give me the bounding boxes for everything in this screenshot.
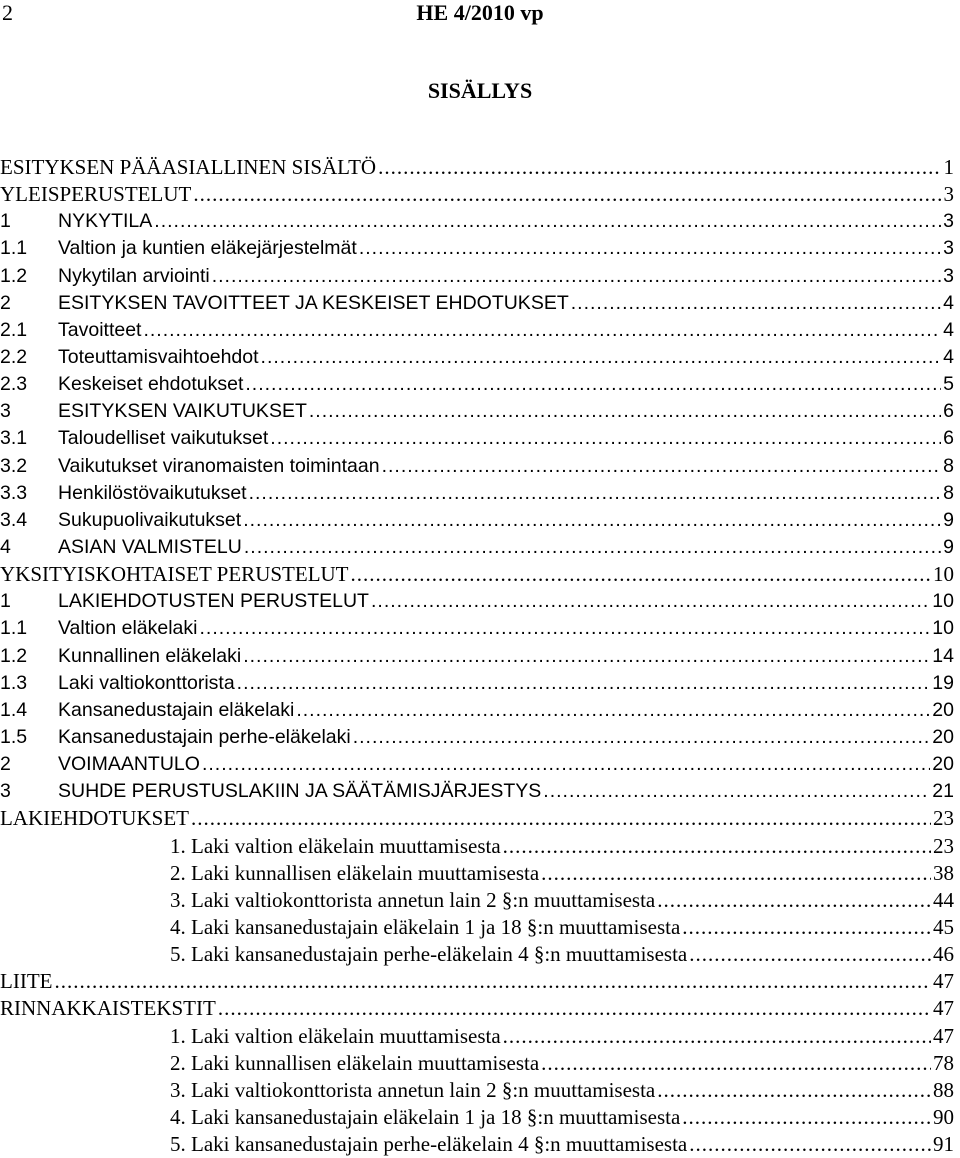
toc-entry-number: 2.2 bbox=[0, 345, 28, 368]
toc-entry-page: 20 bbox=[932, 725, 954, 748]
toc-entry-title: Keskeiset ehdotukset bbox=[58, 373, 244, 396]
dot-leader bbox=[689, 941, 931, 968]
toc-entry-page: 14 bbox=[932, 644, 954, 667]
toc-entry-page: 1 bbox=[943, 155, 954, 179]
toc-entry-title: ASIAN VALMISTELU bbox=[58, 535, 242, 558]
toc-entry-title: RINNAKKAISTEKSTIT bbox=[0, 996, 216, 1021]
toc-entry-page: 21 bbox=[932, 780, 954, 803]
dot-leader bbox=[351, 561, 931, 588]
toc-entry-page: 47 bbox=[933, 969, 954, 994]
dot-leader bbox=[309, 398, 941, 425]
toc-entry-number: 2.1 bbox=[0, 318, 28, 341]
toc-entry[interactable] bbox=[0, 833, 954, 860]
dot-leader bbox=[218, 995, 931, 1022]
toc-entry-title: 3. Laki valtiokonttorista annetun lain 2 §:n muuttamisesta bbox=[170, 887, 656, 912]
toc-entry[interactable] bbox=[0, 534, 954, 561]
toc-entry-page: 20 bbox=[932, 698, 954, 721]
toc-entry-page: 8 bbox=[943, 454, 954, 477]
dot-leader bbox=[382, 453, 942, 480]
table-of-contents bbox=[0, 154, 954, 1158]
toc-entry-page: 10 bbox=[932, 617, 954, 640]
toc-entry-number: 3.3 bbox=[0, 481, 28, 504]
toc-entry[interactable] bbox=[0, 968, 954, 995]
dot-leader bbox=[296, 697, 930, 724]
toc-entry-title: Tavoitteet bbox=[58, 318, 142, 341]
toc-entry[interactable] bbox=[0, 724, 954, 751]
toc-entry-number: 1 bbox=[0, 210, 11, 233]
toc-entry-page: 78 bbox=[933, 1050, 954, 1075]
toc-entry-number: 3 bbox=[0, 400, 11, 423]
dot-leader bbox=[54, 968, 931, 995]
toc-entry-page: 44 bbox=[933, 887, 954, 912]
toc-entry[interactable] bbox=[0, 208, 954, 235]
toc-entry-number: 3.1 bbox=[0, 427, 28, 450]
toc-entry[interactable] bbox=[0, 154, 954, 181]
dot-leader bbox=[371, 588, 930, 615]
dot-leader bbox=[657, 1077, 931, 1104]
dot-leader bbox=[154, 208, 941, 235]
dot-leader bbox=[237, 670, 931, 697]
toc-entry-number: 1.3 bbox=[0, 671, 28, 694]
toc-entry[interactable] bbox=[0, 1050, 954, 1077]
toc-entry-page: 4 bbox=[943, 345, 954, 368]
toc-entry-page: 4 bbox=[943, 291, 954, 314]
toc-entry-title: Valtion ja kuntien eläkejärjestelmät bbox=[58, 237, 357, 260]
toc-entry-page: 20 bbox=[932, 753, 954, 776]
toc-entry-page: 5 bbox=[943, 373, 954, 396]
toc-entry-number: 2 bbox=[0, 291, 11, 314]
page-header bbox=[0, 0, 960, 36]
dot-leader bbox=[212, 263, 941, 290]
dot-leader bbox=[199, 615, 930, 642]
dot-leader bbox=[243, 643, 930, 670]
toc-entry-page: 3 bbox=[943, 210, 954, 233]
toc-entry-title: Kansanedustajain perhe-eläkelaki bbox=[58, 725, 351, 748]
toc-entry-title: Henkilöstövaikutukset bbox=[58, 481, 247, 504]
toc-entry[interactable] bbox=[0, 941, 954, 968]
toc-entry-title: VOIMAANTULO bbox=[58, 753, 200, 776]
toc-entry-title: Vaikutukset viranomaisten toimintaan bbox=[58, 454, 380, 477]
toc-entry[interactable] bbox=[0, 914, 954, 941]
toc-entry-page: 46 bbox=[933, 942, 954, 967]
dot-leader bbox=[270, 425, 941, 452]
toc-entry-number: 3.2 bbox=[0, 454, 28, 477]
toc-entry-number: 1.5 bbox=[0, 725, 28, 748]
toc-entry-title: NYKYTILA bbox=[58, 210, 153, 233]
toc-entry-number: 1.1 bbox=[0, 617, 28, 640]
toc-entry-title: ESITYKSEN VAIKUTUKSET bbox=[58, 400, 307, 423]
toc-entry[interactable] bbox=[0, 235, 954, 262]
toc-entry-page: 23 bbox=[933, 806, 954, 831]
toc-entry-page: 90 bbox=[933, 1104, 954, 1129]
document-id: HE 4/2010 vp bbox=[416, 0, 544, 25]
toc-entry-number: 2 bbox=[0, 753, 11, 776]
toc-entry-number: 1.2 bbox=[0, 264, 28, 287]
toc-entry-page: 6 bbox=[943, 427, 954, 450]
toc-entry-title: 4. Laki kansanedustajain eläkelain 1 ja 18 §:n muuttamisesta bbox=[170, 914, 681, 939]
toc-entry-title: Nykytilan arviointi bbox=[58, 264, 210, 287]
toc-entry-title: 5. Laki kansanedustajain perhe-eläkelain 4 §:n muuttamisesta bbox=[170, 1132, 688, 1157]
dot-leader bbox=[249, 480, 942, 507]
dot-leader bbox=[541, 1050, 931, 1077]
toc-entry-page: 3 bbox=[943, 264, 954, 287]
toc-entry-page: 38 bbox=[933, 860, 954, 885]
toc-entry-title: 2. Laki kunnallisen eläkelain muuttamisesta bbox=[170, 1050, 540, 1075]
toc-entry[interactable] bbox=[0, 751, 954, 778]
dot-leader bbox=[359, 235, 941, 262]
toc-entry-title: SUHDE PERUSTUSLAKIIN JA SÄÄTÄMISJÄRJESTYS bbox=[58, 780, 542, 803]
toc-entry-number: 1.4 bbox=[0, 698, 28, 721]
toc-entry[interactable] bbox=[0, 480, 954, 507]
toc-entry[interactable] bbox=[0, 805, 954, 832]
toc-entry-title: Kansanedustajain eläkelaki bbox=[58, 698, 295, 721]
dot-leader bbox=[143, 317, 941, 344]
toc-entry-title: YKSITYISKOHTAISET PERUSTELUT bbox=[0, 562, 349, 587]
toc-entry-title: Sukupuolivaikutukset bbox=[58, 508, 242, 531]
toc-entry[interactable] bbox=[0, 697, 954, 724]
dot-leader bbox=[245, 371, 941, 398]
toc-entry-page: 9 bbox=[943, 508, 954, 531]
toc-entry-title: LIITE bbox=[0, 969, 53, 994]
toc-entry[interactable] bbox=[0, 398, 954, 425]
toc-entry[interactable] bbox=[0, 561, 954, 588]
toc-entry-title: 2. Laki kunnallisen eläkelain muuttamisesta bbox=[170, 860, 540, 885]
toc-entry-title: Taloudelliset vaikutukset bbox=[58, 427, 269, 450]
toc-entry[interactable] bbox=[0, 371, 954, 398]
dot-leader bbox=[202, 751, 930, 778]
toc-entry[interactable] bbox=[0, 615, 954, 642]
toc-entry[interactable] bbox=[0, 588, 954, 615]
dot-leader bbox=[193, 181, 941, 208]
toc-entry[interactable] bbox=[0, 425, 954, 452]
toc-entry-page: 10 bbox=[933, 562, 954, 587]
toc-entry-number: 2.3 bbox=[0, 373, 28, 396]
toc-entry[interactable] bbox=[0, 643, 954, 670]
toc-entry-page: 4 bbox=[943, 318, 954, 341]
toc-entry-page: 23 bbox=[933, 833, 954, 858]
dot-leader bbox=[543, 778, 930, 805]
toc-entry-page: 47 bbox=[933, 996, 954, 1021]
toc-entry[interactable] bbox=[0, 778, 954, 805]
toc-entry-number: 4 bbox=[0, 535, 11, 558]
toc-entry-title: LAKIEHDOTUSTEN PERUSTELUT bbox=[58, 590, 369, 613]
toc-entry-title: 5. Laki kansanedustajain perhe-eläkelain 4 §:n muuttamisesta bbox=[170, 942, 688, 967]
toc-entry-title: 3. Laki valtiokonttorista annetun lain 2 §:n muuttamisesta bbox=[170, 1077, 656, 1102]
toc-entry-title: ESITYKSEN PÄÄASIALLINEN SISÄLTÖ bbox=[0, 155, 377, 179]
dot-leader bbox=[689, 1131, 931, 1158]
toc-entry-title: YLEISPERUSTELUT bbox=[0, 182, 192, 207]
page-number: 2 bbox=[2, 0, 13, 25]
dot-leader bbox=[261, 344, 942, 371]
toc-entry-page: 8 bbox=[943, 481, 954, 504]
toc-entry[interactable] bbox=[0, 995, 954, 1022]
toc-entry-title: Laki valtiokonttorista bbox=[58, 671, 235, 694]
toc-entry-page: 88 bbox=[933, 1077, 954, 1102]
toc-entry-page: 6 bbox=[943, 400, 954, 423]
toc-entry-title: LAKIEHDOTUKSET bbox=[0, 806, 189, 831]
toc-entry[interactable] bbox=[0, 317, 954, 344]
toc-entry-number: 1 bbox=[0, 590, 11, 613]
toc-entry-number: 1.1 bbox=[0, 237, 28, 260]
toc-entry-number: 1.2 bbox=[0, 644, 28, 667]
toc-entry[interactable] bbox=[0, 507, 954, 534]
toc-entry[interactable] bbox=[0, 290, 954, 317]
toc-entry-number: 3 bbox=[0, 780, 11, 803]
toc-entry-page: 47 bbox=[933, 1023, 954, 1048]
toc-entry[interactable] bbox=[0, 1077, 954, 1104]
toc-entry-page: 45 bbox=[933, 914, 954, 939]
dot-leader bbox=[353, 724, 931, 751]
dot-leader bbox=[657, 887, 931, 914]
toc-entry-title: 1. Laki valtion eläkelain muuttamisesta bbox=[170, 833, 501, 858]
toc-entry-page: 10 bbox=[932, 590, 954, 613]
dot-leader bbox=[191, 805, 931, 832]
toc-entry-title: 4. Laki kansanedustajain eläkelain 1 ja 18 §:n muuttamisesta bbox=[170, 1104, 681, 1129]
toc-entry-title: ESITYKSEN TAVOITTEET JA KESKEISET EHDOTUKSET bbox=[58, 291, 569, 314]
dot-leader bbox=[378, 154, 941, 181]
dot-leader bbox=[503, 833, 931, 860]
dot-leader bbox=[503, 1023, 931, 1050]
toc-entry-page: 91 bbox=[933, 1132, 954, 1157]
toc-entry[interactable] bbox=[0, 860, 954, 887]
toc-entry-number: 3.4 bbox=[0, 508, 28, 531]
dot-leader bbox=[682, 914, 931, 941]
toc-entry-title: Valtion eläkelaki bbox=[58, 617, 198, 640]
toc-entry-title: Kunnallinen eläkelaki bbox=[58, 644, 242, 667]
toc-entry[interactable] bbox=[0, 670, 954, 697]
dot-leader bbox=[244, 534, 941, 561]
toc-entry[interactable] bbox=[0, 263, 954, 290]
toc-entry[interactable] bbox=[0, 1131, 954, 1158]
toc-entry-page: 3 bbox=[943, 182, 954, 207]
toc-entry-page: 9 bbox=[943, 535, 954, 558]
toc-entry-page: 19 bbox=[932, 671, 954, 694]
toc-entry[interactable] bbox=[0, 887, 954, 914]
toc-entry-title: Toteuttamisvaihtoehdot bbox=[58, 345, 259, 368]
toc-entry[interactable] bbox=[0, 453, 954, 480]
toc-entry-page: 3 bbox=[943, 237, 954, 260]
toc-title: SISÄLLYS bbox=[427, 78, 533, 103]
toc-entry[interactable] bbox=[0, 344, 954, 371]
dot-leader bbox=[571, 290, 941, 317]
toc-entry[interactable] bbox=[0, 181, 954, 208]
toc-entry-title: 1. Laki valtion eläkelain muuttamisesta bbox=[170, 1023, 501, 1048]
toc-entry[interactable] bbox=[0, 1023, 954, 1050]
dot-leader bbox=[541, 860, 931, 887]
dot-leader bbox=[243, 507, 941, 534]
